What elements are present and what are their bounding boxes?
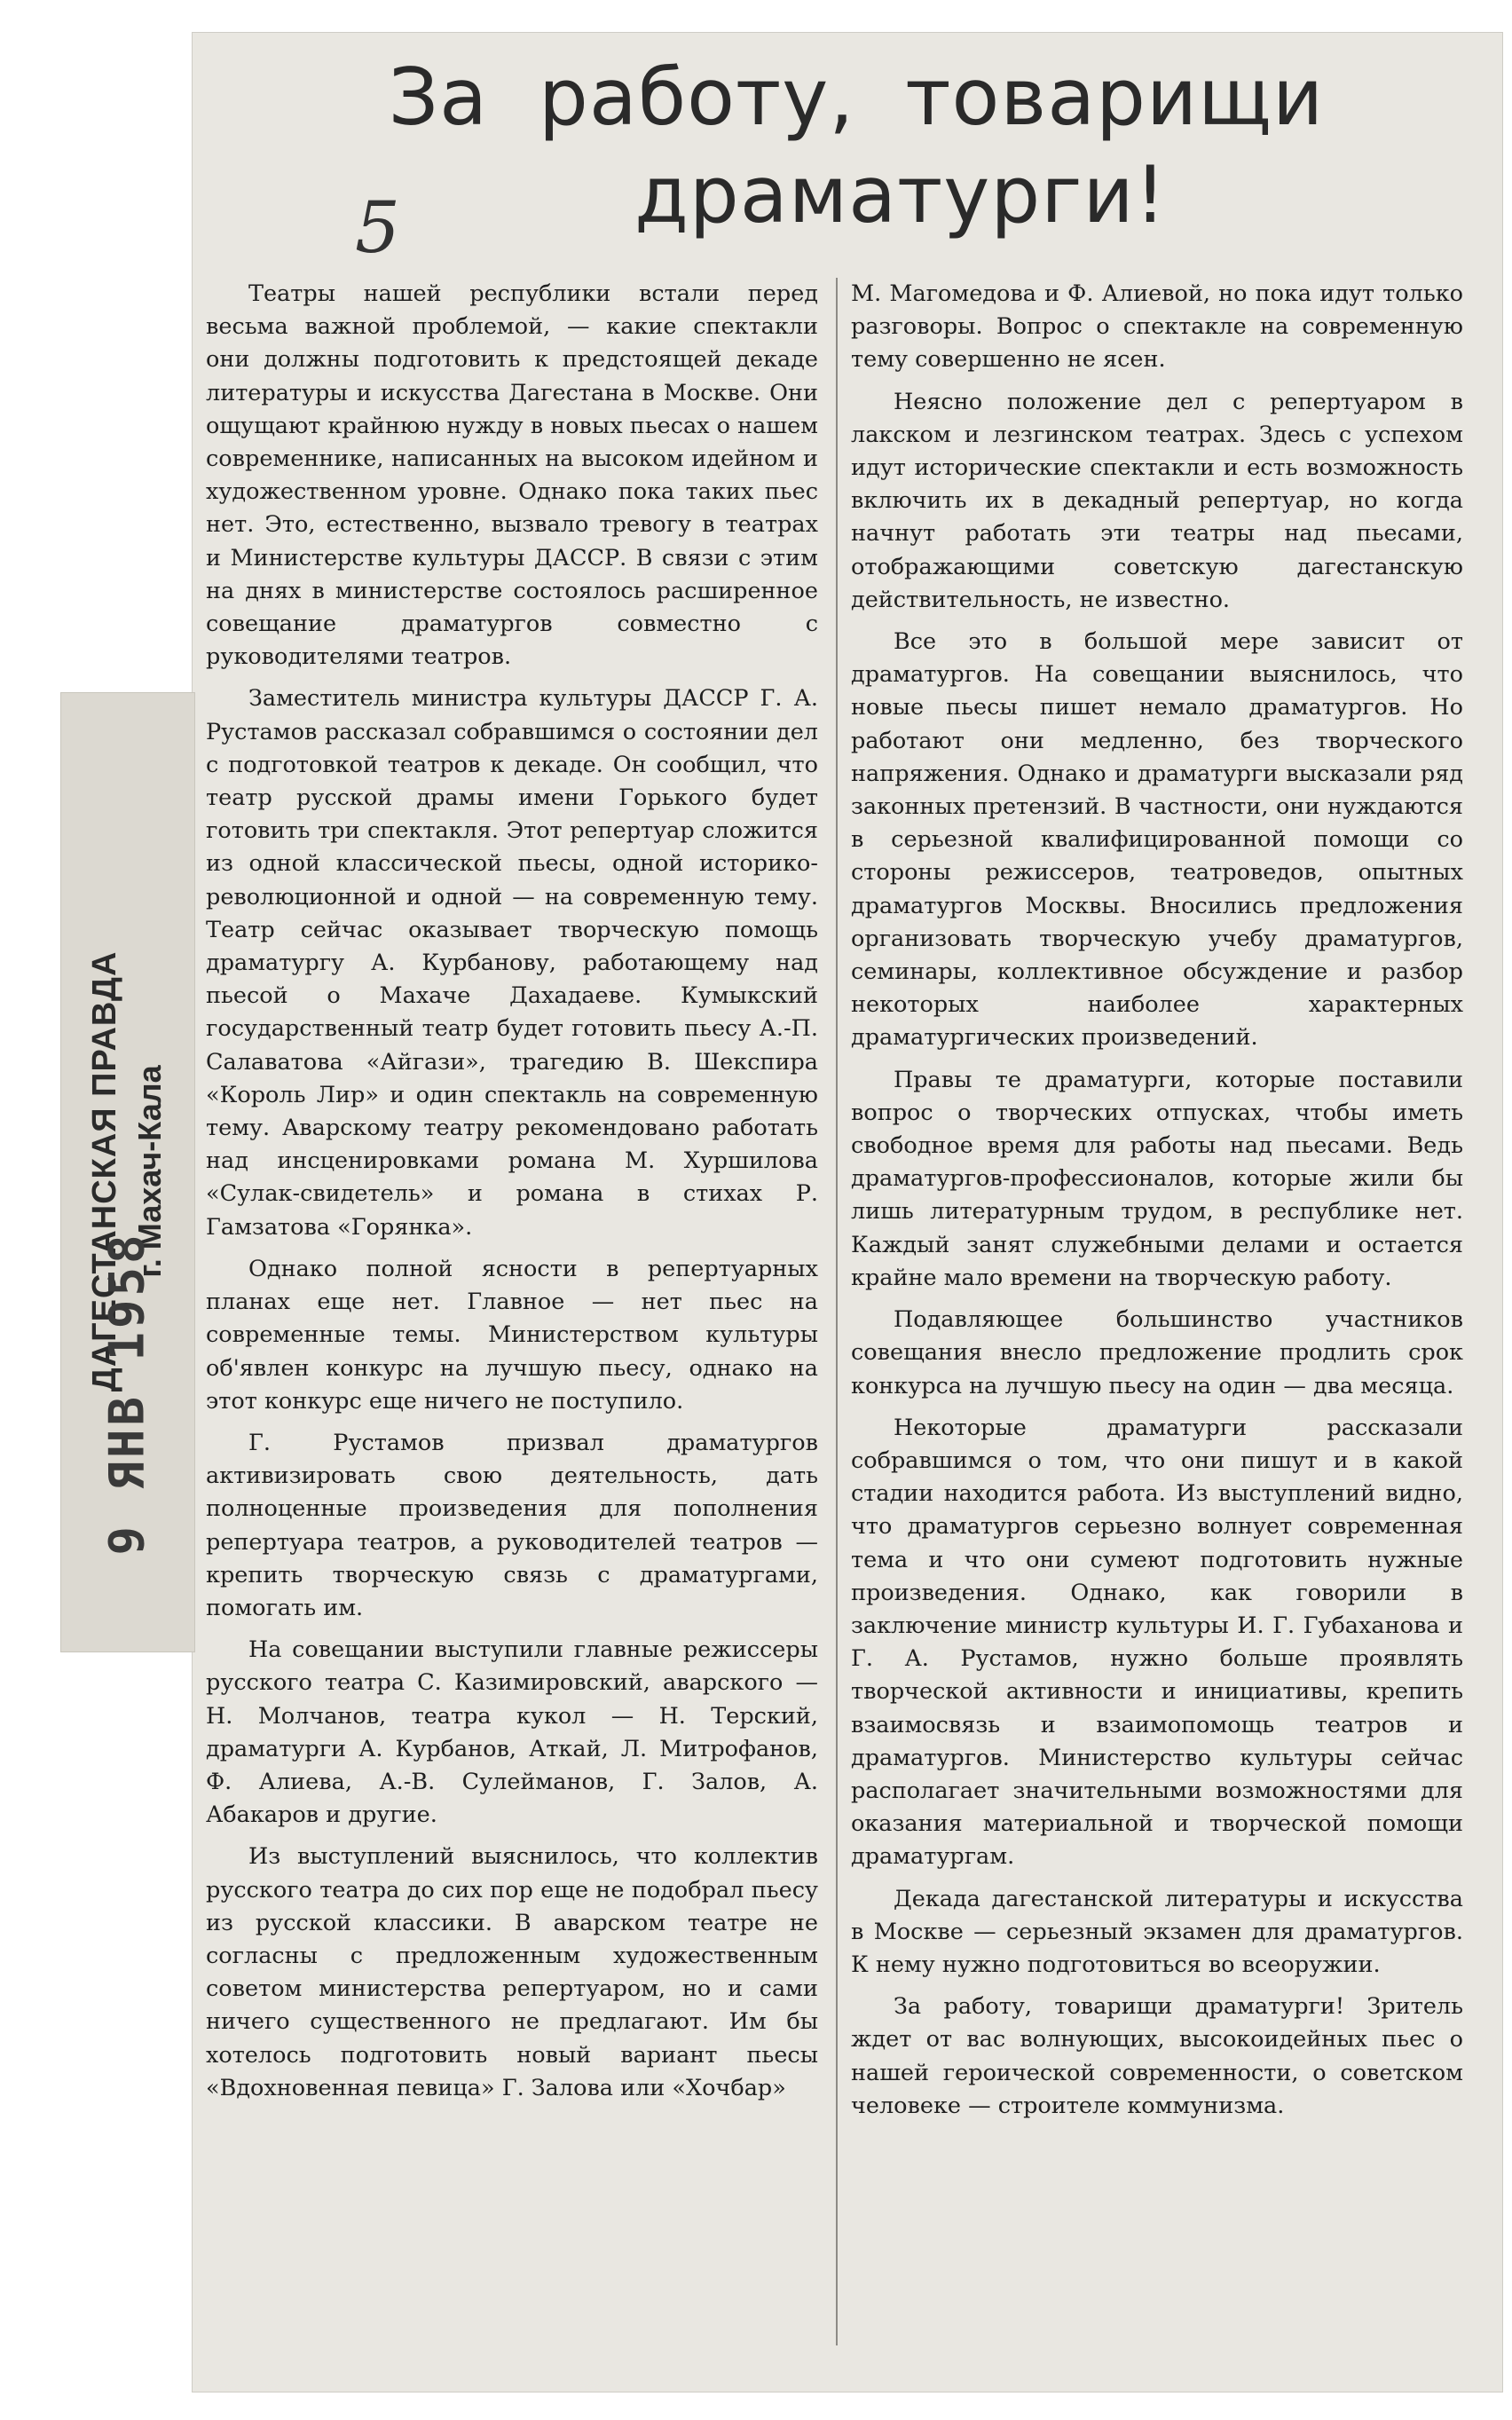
article-column-right (851, 278, 1463, 2132)
paragraph: Неясно положение дел с репертуаром в лакском и лезгинском театрах. Здесь с успехом идут исторические спектакли и есть возможность включить их в декадный репертуар, но когда начнут работать эти театры над пьесами, отображающими советскую дагестанскую действительность, не известно. (851, 388, 1463, 613)
stamp-city: г. Махач-Кала (131, 1065, 168, 1278)
paragraph: На совещании выступили главные режиссеры русского театра С. Казимировский, аварского — Н. Молчанов, театра кукол — Н. Терский, драматурги А. Курбанов, Аткай, Л. Митрофанов, Ф. Алиева, А.-В. Сулейманов, Г. Залов, А. Абакаров и другие. (206, 1636, 818, 1829)
paragraph-continued: М. Магомедова и Ф. Алиевой, но пока идут только разговоры. Вопрос о спектакле на современную тему совершенно не ясен. (851, 280, 1463, 374)
handwritten-mark: 5 (355, 186, 400, 269)
paragraph: Театры нашей республики встали перед весьма важной проблемой, — какие спектакли они должны подготовить к предстоящей декаде литературы и искусства Дагестана в Москве. Они ощущают крайнюю нужду в новых пьесах о нашем современнике, написанных на высоком идейном и художественном уровне. Однако пока таких пьес нет. Это, естественно, вызвало тревогу в театрах и Министерстве культуры ДАССР. В связи с этим на днях в министерстве состоялось расширенное совещание драматургов совместно с руководителями театров. (206, 280, 818, 671)
paragraph: Правы те драматурги, которые поставили вопрос о творческих отпусках, чтобы иметь свободное время для работы над пьесами. Ведь драматургов-профессионалов, которые жили бы лишь литературным трудом, в республике нет. Каждый занят служебными делами и остается крайне мало времени на творческую работу. (851, 1066, 1463, 1291)
paragraph: Заместитель министра культуры ДАССР Г. А. Рустамов рассказал собравшимся о состоянии дел с подготовкой театров к декаде. Он сообщил, что театр русской драмы имени Горького будет готовить три спектакля. Этот репертуар сложится из одной классической пьесы, одной историко-революционной и одной — на современную тему. Театр сейчас оказывает творческую помощь драматургу А. Курбанову, работающему над пьесой о Махаче Дахадаеве. Кумыкский государственный театр будет готовить пьесу А.-П. Салаватова «Айгази», трагедию В. Шекспира «Король Лир» и один спектакль на современную тему. Аварскому театру рекомендовано работать над инсценировками романа М. Хуршилова «Сулак-свидетель» и романа в стихах Р. Гамзатова «Горянка». (206, 685, 818, 1241)
headline-line-1: За работу, товарищи (388, 51, 1325, 143)
paragraph: Декада дагестанской литературы и искусства в Москве — серьезный экзамен для драматургов. К нему нужно подготовиться во всеоружии. (851, 1885, 1463, 1978)
paragraph: Некоторые драматурги рассказали собравшимся о том, что они пишут и в какой стадии находится работа. Из выступлений видно, что драматургов серьезно волнует современная тема и что они сумеют подготовить нужные произведения. Однако, как говорили в заключение министр культуры И. Г. Губаханова и Г. А. Рустамов, нужно больше проявлять творческой активности и инициативы, крепить взаимосвязь и взаимопомощь театров и драматургов. Министерство культуры сейчас располагает значительными возможностями для оказания материальной и творческой помощи драматургам. (851, 1414, 1463, 1871)
paragraph: Все это в большой мере зависит от драматургов. На совещании выяснилось, что новые пьесы пишет немало драматургов. Но работают они медленно, без творческого напряжения. Однако и драматурги высказали ряд законных претензий. В частности, они нуждаются в серьезной квалифицированной помощи со стороны режиссеров, театроведов, опытных драматургов Москвы. Вносились предложения организовать творческую учебу драматургов, семинары, коллективное обсуждение и разбор некоторых наиболее характерных драматургических произведений. (851, 628, 1463, 1052)
paragraph: За работу, товарищи драматурги! Зритель ждет от вас волнующих, высокоидейных пьес о нашей героической современности, о советском человеке — строителе коммунизма. (851, 1993, 1463, 2119)
column-divider (836, 278, 838, 2345)
headline-line-2: драматурги! (634, 149, 1167, 240)
paragraph: Г. Рустамов призвал драматургов активизировать свою деятельность, дать полноценные произведения для пополнения репертуара театров, а руководителей театров — крепить творческую связь с драматургами, помогать им. (206, 1429, 818, 1621)
paragraph: Из выступлений выяснилось, что коллектив русского театра до сих пор еще не подобрал пьесу из русской классики. В аварском театре не согласны с предложенным художественным советом министерства репертуаром, но и сами ничего существенного не предлагают. Им бы хотелось подготовить новый вариант пьесы «Вдохновенная певица» Г. Залова или «Хочбар» (206, 1843, 818, 2101)
stamp-newspaper-name: ДАГЕСТАНСКАЯ ПРАВДА (86, 950, 123, 1392)
article-body (206, 278, 1475, 2381)
article-column-left (206, 278, 818, 2114)
paragraph: Подавляющее большинство участников совещания внесло предложение продлить срок конкурса на лучшую пьесу на один — два месяца. (851, 1306, 1463, 1399)
stamp-date: 9 ЯНВ 1958 (98, 1231, 155, 1556)
paragraph: Однако полной ясности в репертуарных планах еще нет. Главное — нет пьес на современные темы. Министерством культуры об'явлен конкурс на лучшую пьесу, однако на этот конкурс еще ничего не поступило. (206, 1255, 818, 1415)
